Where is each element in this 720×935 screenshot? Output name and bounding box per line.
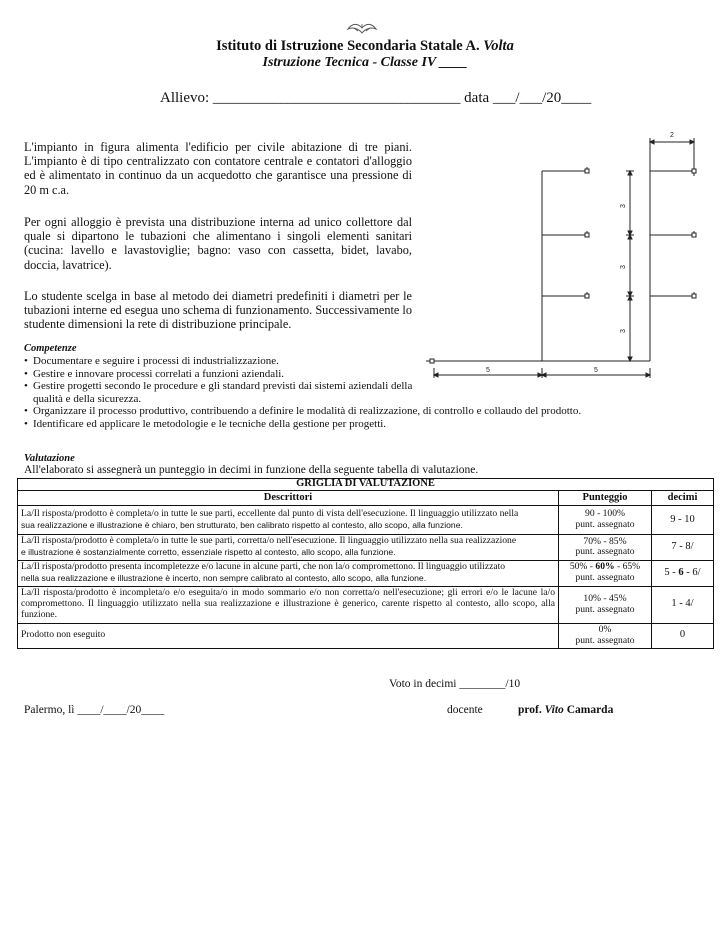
descriptor-cell: La/Il risposta/prodotto presenta incompletezze e/o lacune in alcune parti, che non la/o compromettono. Il linguaggio utilizzato nella sua realizzazione e illustrazione è incerto, non sempre calibrato al contesto, allo scopo, alla funzione.: [18, 560, 559, 586]
class-subtitle: Istruzione Tecnica - Classe IV ____: [262, 55, 468, 70]
riser-left: [542, 167, 589, 361]
col-header-decimi: decimi: [652, 491, 714, 506]
assignment-paragraph-3: Lo studente scelga in base al metodo dei diametri predefiniti i diametri per le tubazioni interne ed esegua uno schema di funzionamento. Successivamente lo studente dimensioni la rete di distribuzione principale.: [24, 289, 412, 332]
score-cell: 10% - 45% punt. assegnato: [559, 586, 652, 623]
plumbing-diagram: [420, 128, 710, 380]
score-cell: 50% - 60% - 65% punt. assegnato: [559, 560, 652, 586]
dim-floor2-label: 3: [620, 265, 627, 269]
decimi-cell: 0: [652, 623, 714, 648]
descriptor-cell: La/Il risposta/prodotto è completa/o in tutte le sue parti, corretta/o nell'esecuzione. Il linguaggio utilizzato nella sua realizzazione e illustrazione è sostanzialmente corretto, essenziale rispetto al contesto, allo scopo, alla funzione.: [18, 535, 559, 561]
decimi-cell: 5 - 6 - 6/: [652, 560, 714, 586]
docente-label: docente: [447, 704, 483, 716]
valutazione-title: Valutazione: [24, 453, 75, 464]
voto-label: Voto in decimi: [389, 678, 457, 690]
col-header-punteggio: Punteggio: [559, 491, 652, 506]
descriptor-cell: Prodotto non eseguito: [18, 623, 559, 648]
decimi-cell: 1 - 4/: [652, 586, 714, 623]
dim-floor3-label: 3: [620, 329, 627, 333]
allievo-label: Allievo:: [160, 90, 210, 106]
allievo-field[interactable]: _________________________________: [212, 90, 461, 106]
dim-top-label: 2: [670, 132, 674, 139]
dimension-floors: [620, 171, 634, 361]
valutazione-intro: All'elaborato si assegnerà un punteggio in decimi in funzione della seguente tabella di valutazione.: [24, 464, 479, 476]
score-cell: 90 - 100% punt. assegnato: [559, 506, 652, 535]
decimi-cell: 7 - 8/: [652, 535, 714, 561]
table-row: [18, 586, 714, 623]
score-cell: 70% - 85% punt. assegnato: [559, 535, 652, 561]
decimi-cell: 9 - 10: [652, 506, 714, 535]
assignment-paragraph-2: Per ogni alloggio è prevista una distribuzione interna ad unico collettore dal quale si dipartono le tubazioni che alimentano i singoli elementi sanitari (cucina: lavello e lavastoviglie; bagno: vaso con cassetta, bidet, lavabo, doccia, lavatrice).: [24, 215, 412, 272]
table-row: [18, 535, 714, 561]
school-name: Istituto di Istruzione Secondaria Statale A. Volta: [216, 38, 514, 54]
student-line: [160, 90, 591, 107]
descriptor-cell: La/Il risposta/prodotto è incompleta/o e/o eseguita/o in modo sommario e/o non corretta/o nell'esecuzione; gli errori e/o le lacune la/o compromettono. Il linguaggio utilizzato nella sua realizzazione e illustrazione è generico, carente rispetto al contesto, allo scopo, alla funzione.: [18, 586, 559, 623]
col-header-descrittori: Descrittori: [18, 491, 559, 506]
table-caption: GRIGLIA DI VALUTAZIONE: [18, 479, 714, 491]
list-item: • Gestire progetti secondo le procedure e gli standard previsti dai sistemi aziendali della qualità e della sicurezza.: [24, 380, 413, 405]
competenze-title: Competenze: [24, 343, 77, 354]
teacher-name: prof. Vito Camarda: [518, 704, 614, 716]
riser-right: [650, 167, 696, 361]
data-label: data: [464, 90, 490, 106]
dim-horizontal-right-label: 5: [594, 367, 598, 374]
list-item: • Documentare e seguire i processi di industrializzazione.: [24, 355, 279, 367]
descriptor-cell: La/Il risposta/prodotto è completa/o in tutte le sue parti, eccellente dal punto di vista dell'esecuzione. Il linguaggio utilizzato nella sua realizzazione e illustrazione è chiaro, ben strutturato, ben calibrato rispetto al contesto, allo scopo, alla funzione.: [18, 506, 559, 535]
assignment-paragraph-1: L'impianto in figura alimenta l'edificio per civile abitazione di tre piani. L'impianto è di tipo centralizzato con contatore centrale e contatori d'alloggio ed è alimentato in continuo da un acquedotto che garantisce una pressione di 20 m c.a.: [24, 140, 412, 197]
list-item: • Identificare ed applicare le metodologie e le tecniche della gestione per progetti.: [24, 417, 387, 430]
school-emblem-icon: [344, 22, 380, 36]
place-date-line[interactable]: Palermo, lì ____/____/20____: [24, 704, 165, 716]
dim-horizontal-left-label: 5: [486, 367, 490, 374]
grade-line: [389, 678, 520, 690]
date-field[interactable]: ___/___/20____: [492, 90, 592, 106]
table-row: [18, 623, 714, 648]
competenze-list: [24, 355, 714, 431]
voto-field[interactable]: ________/10: [459, 678, 521, 690]
table-row: [18, 506, 714, 535]
score-cell: 0% punt. assegnato: [559, 623, 652, 648]
evaluation-table: [17, 478, 714, 649]
dim-floor1-label: 3: [620, 204, 627, 208]
table-row: [18, 560, 714, 586]
list-item: • Organizzare il processo produttivo, contribuendo a definire le modalità di realizzazione, di controllo e collaudo del prodotto.: [24, 405, 582, 418]
list-item: • Gestire e innovare processi correlati a funzioni aziendali.: [24, 367, 285, 380]
